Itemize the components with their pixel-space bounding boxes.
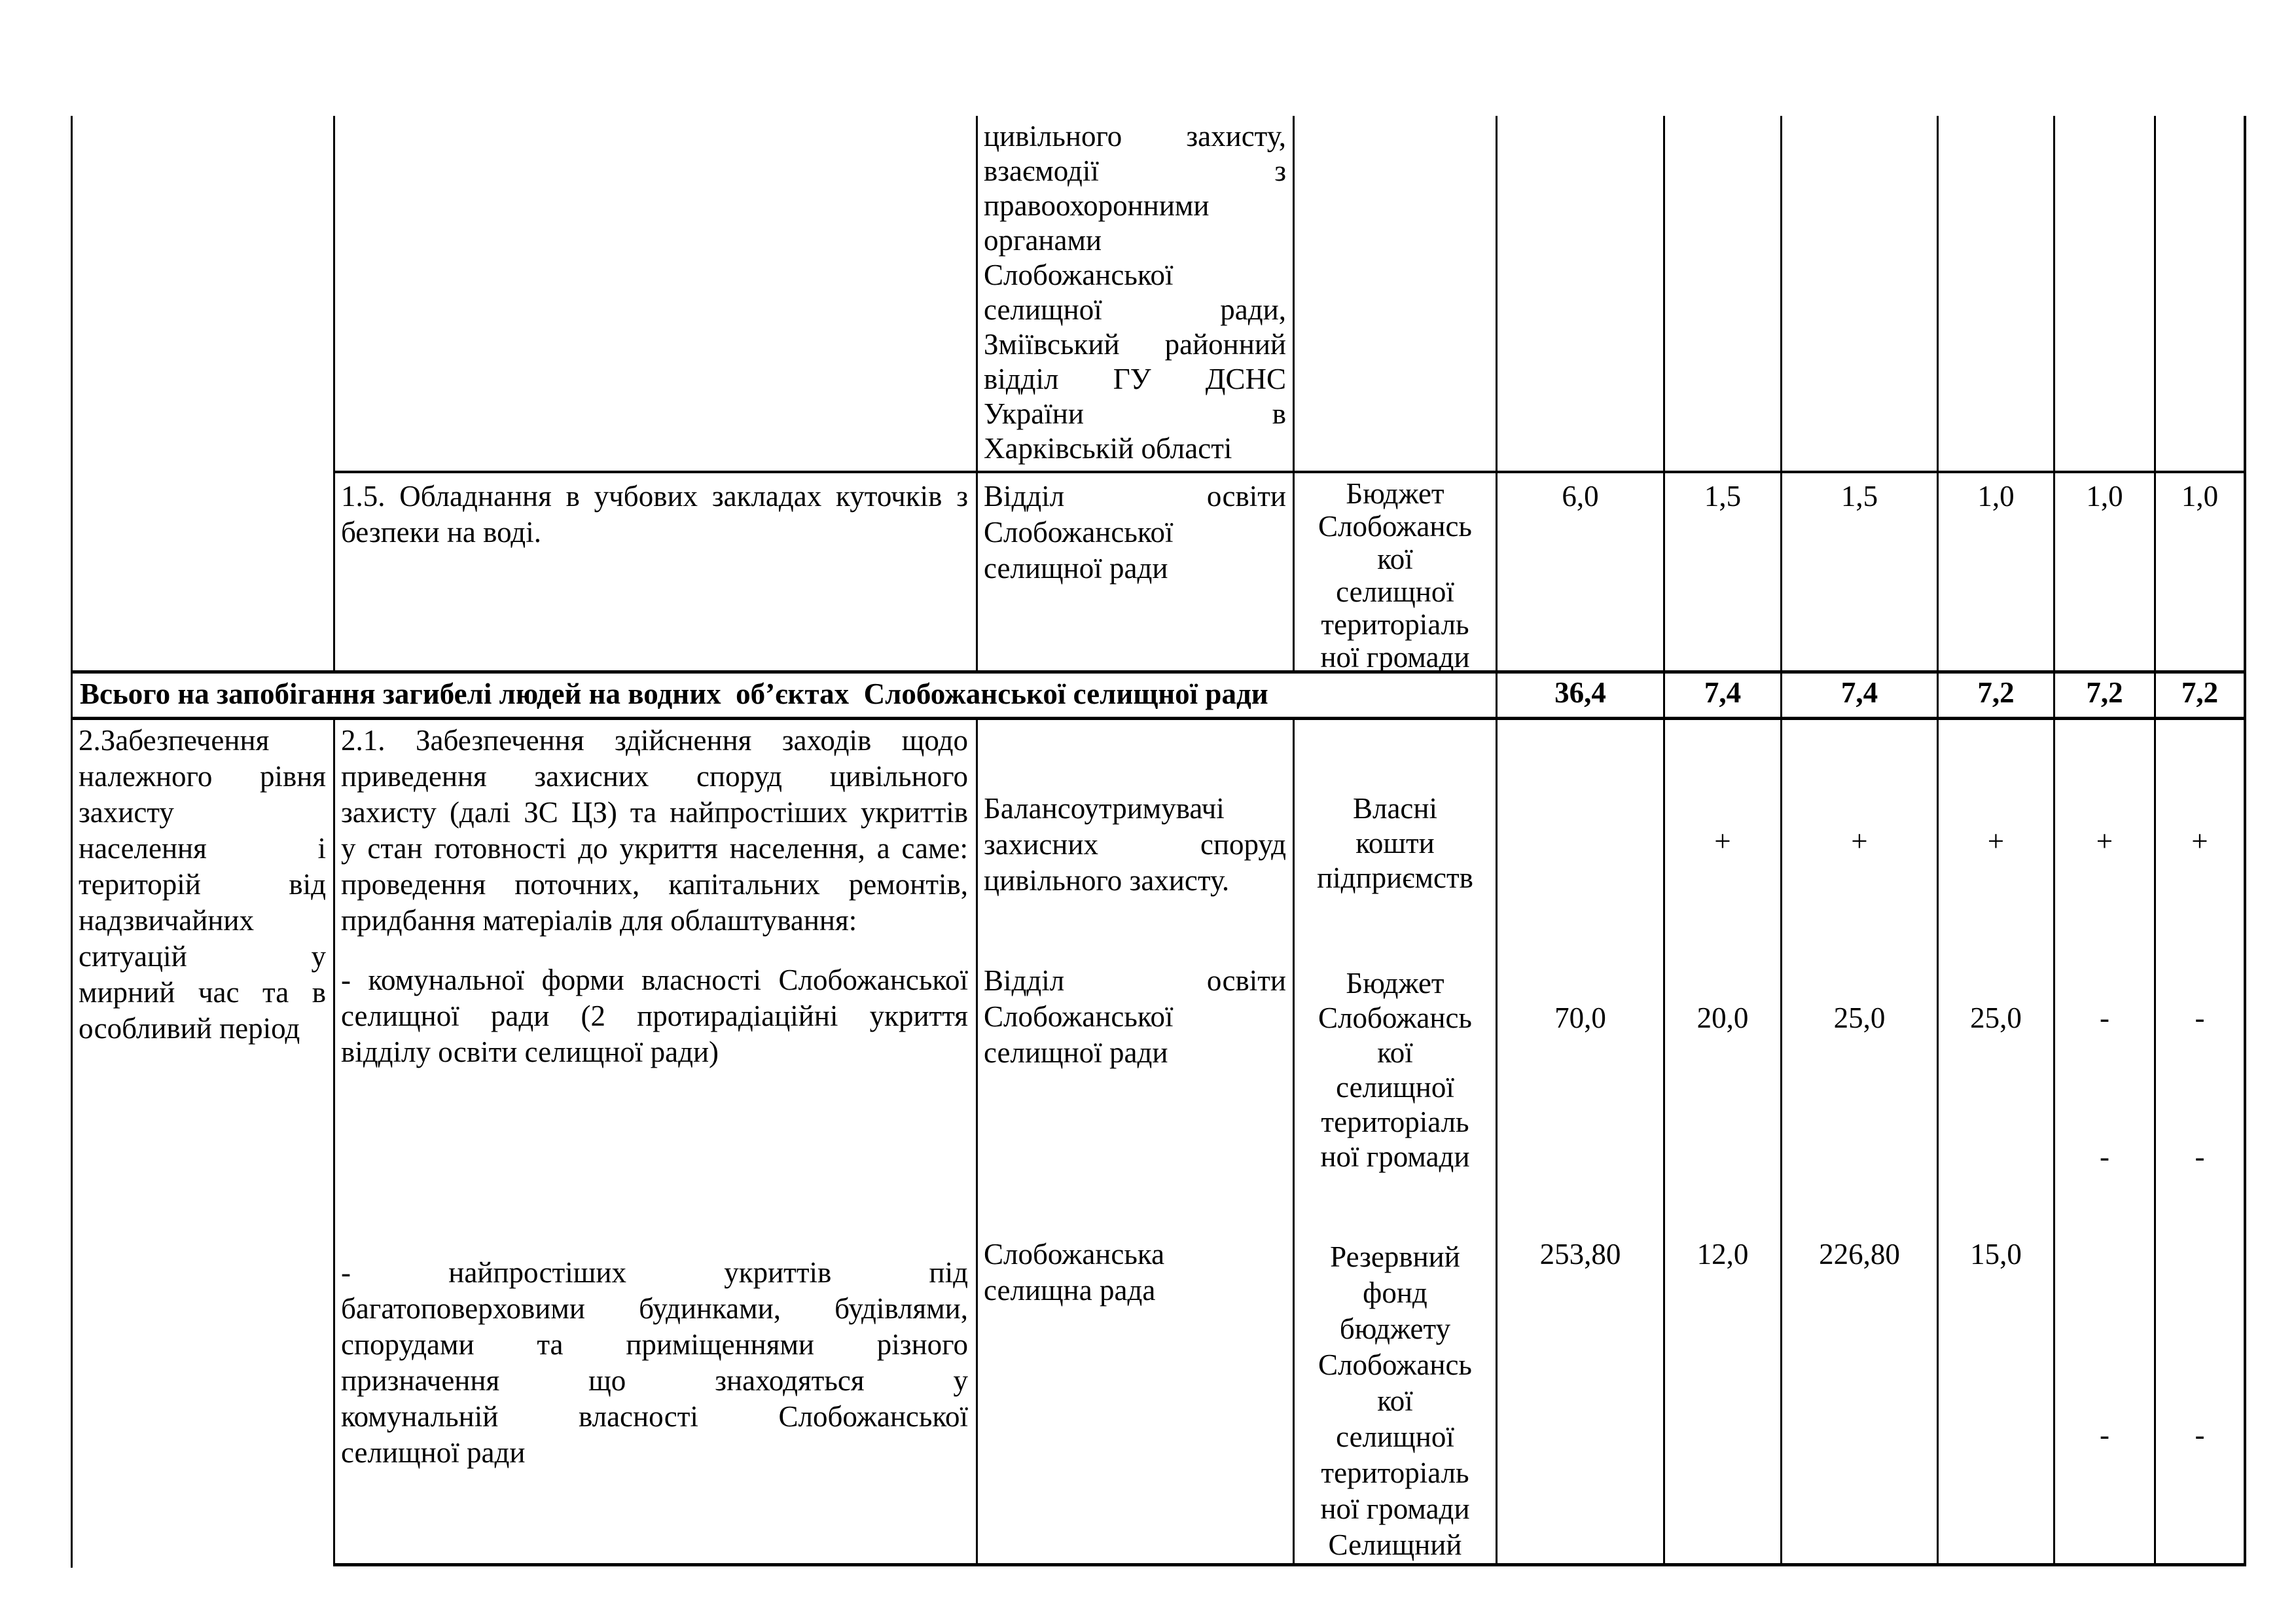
text-line: ситуацій у bbox=[79, 940, 326, 973]
text-line: 2.Забезпечення bbox=[79, 724, 270, 757]
grid-line bbox=[1496, 116, 1498, 1566]
text-line: проведення поточних, капітальних ремонтів, bbox=[341, 868, 968, 901]
text-line: селищна рада bbox=[984, 1274, 1156, 1307]
value-b-year3: 25,0 bbox=[1970, 1001, 2022, 1034]
text-line: цивільного захисту, bbox=[984, 120, 1286, 153]
text-line: Харківській області bbox=[984, 432, 1232, 465]
plus-year2: + bbox=[1851, 825, 1868, 857]
text-line: територіаль bbox=[1321, 608, 1469, 641]
text-line: Слобожансь bbox=[1318, 510, 1472, 543]
text-line: територіаль bbox=[1321, 1456, 1469, 1489]
value-1-5-year5: 1,0 bbox=[2181, 480, 2219, 513]
text-line: ної громади bbox=[1320, 1140, 1470, 1173]
value-c-year4-dash: - bbox=[2100, 1418, 2109, 1451]
cell-funding-reserve-fund bbox=[1301, 1239, 1489, 1563]
grid-line bbox=[71, 717, 2246, 720]
text-line: взаємодії з bbox=[984, 154, 1286, 187]
value-c-total: 253,80 bbox=[1539, 1238, 1621, 1271]
grid-line bbox=[71, 116, 73, 1568]
plus-year4: + bbox=[2096, 825, 2113, 857]
cell-measure-2-1-bullet2 bbox=[341, 1255, 968, 1471]
value-1-5-year2: 1,5 bbox=[1840, 480, 1878, 513]
text-line: Слобожансь bbox=[1318, 1348, 1472, 1381]
text-line: кої bbox=[1377, 543, 1413, 575]
text-line: Зміївський районний bbox=[984, 328, 1286, 361]
cell-funding-own-funds bbox=[1301, 791, 1489, 895]
text-line: Слобожанської bbox=[984, 516, 1174, 549]
value-total-sum: 36,4 bbox=[1554, 676, 1606, 709]
text-line: 1.5. Обладнання в учбових закладах куточків з bbox=[341, 480, 968, 513]
text-line: Бюджет bbox=[1346, 967, 1444, 1000]
value-total-year1: 7,4 bbox=[1704, 676, 1742, 709]
text-line: селищної ради, bbox=[984, 293, 1286, 326]
text-line: Слобожанської bbox=[984, 259, 1174, 291]
text-line: Балансоутримувачі bbox=[984, 792, 1225, 825]
text-line: фонд bbox=[1363, 1276, 1427, 1309]
text-line: селищної ради bbox=[341, 1436, 526, 1469]
text-line: Бюджет bbox=[1346, 477, 1444, 510]
cell-executor-settlement-council bbox=[984, 1236, 1286, 1308]
cell-continuation-executor bbox=[984, 119, 1286, 466]
text-line: кошти bbox=[1355, 827, 1435, 859]
value-c-year2: 226,80 bbox=[1819, 1238, 1900, 1271]
grid-line bbox=[976, 116, 978, 674]
value-1-5-total: 6,0 bbox=[1562, 480, 1599, 513]
text-line: кої bbox=[1377, 1384, 1413, 1417]
text-line: особливий період bbox=[79, 1012, 300, 1045]
grid-line bbox=[71, 670, 2246, 674]
value-total-year3: 7,2 bbox=[1977, 676, 2015, 709]
value-total-year5: 7,2 bbox=[2181, 676, 2219, 709]
grid-line bbox=[333, 717, 335, 1566]
text-line: селищної ради bbox=[984, 1036, 1168, 1069]
grid-line bbox=[1293, 717, 1295, 1566]
text-line: відділ ГУ ДСНС bbox=[984, 363, 1286, 395]
text-line: відділу освіти селищної ради) bbox=[341, 1036, 719, 1068]
text-line: багатоповерховими будинками, будівлями, bbox=[341, 1292, 968, 1325]
cell-funding-community-budget bbox=[1301, 966, 1489, 1174]
grid-line bbox=[2244, 116, 2246, 1566]
grid-line bbox=[333, 116, 335, 674]
text-line: - комунальної форми власності Слобожанської bbox=[341, 964, 968, 996]
text-line: безпеки на воді. bbox=[341, 516, 541, 549]
text-line: цивільного захисту. bbox=[984, 864, 1230, 897]
text-line: Слобожанська bbox=[984, 1238, 1165, 1271]
text-line: у стан готовності до укриття населення, а саме: bbox=[341, 832, 968, 865]
cell-section2-name bbox=[79, 723, 326, 1047]
text-line: селищної bbox=[1336, 575, 1454, 608]
text-line: органами bbox=[984, 224, 1102, 257]
cell-measure-2-1-intro bbox=[341, 723, 968, 939]
text-line: територіаль bbox=[1321, 1106, 1469, 1138]
grid-line bbox=[333, 471, 2246, 473]
text-line: придбання матеріалів для облаштування: bbox=[341, 904, 857, 937]
text-line: захисту (далі ЗС ЦЗ) та найпростіших укриттів bbox=[341, 796, 968, 829]
text-line: призначення що знаходяться у bbox=[341, 1364, 968, 1397]
cell-measure-1-5 bbox=[341, 478, 968, 550]
value-b-year5: - bbox=[2195, 1001, 2205, 1034]
value-b-year4-dash2: - bbox=[2100, 1140, 2109, 1173]
text-line: Слобожансь bbox=[1318, 1001, 1472, 1034]
text-line: комунальній власності Слобожанської bbox=[341, 1400, 968, 1433]
value-c-year3: 15,0 bbox=[1970, 1238, 2022, 1271]
value-c-year1: 12,0 bbox=[1696, 1238, 1749, 1271]
value-b-year1: 20,0 bbox=[1696, 1001, 1749, 1034]
grid-line bbox=[333, 1563, 2246, 1566]
text-line: ної громади bbox=[1320, 641, 1470, 674]
text-line: приведення захисних споруд цивільного bbox=[341, 760, 968, 793]
text-line: селищної bbox=[1336, 1420, 1454, 1453]
text-line: мирний час та в bbox=[79, 976, 326, 1009]
cell-funding-1-5 bbox=[1301, 477, 1489, 674]
text-line: селищної bbox=[1336, 1071, 1454, 1104]
cell-executor-balance-holders bbox=[984, 791, 1286, 899]
value-1-5-year1: 1,5 bbox=[1704, 480, 1742, 513]
text-line: кої bbox=[1377, 1036, 1413, 1069]
text-line: територій від bbox=[79, 868, 326, 901]
value-1-5-year4: 1,0 bbox=[2086, 480, 2123, 513]
text-line: бюджету bbox=[1339, 1312, 1451, 1345]
text-line: Відділ освіти bbox=[984, 964, 1286, 997]
grid-line bbox=[976, 717, 978, 1566]
text-line: належного рівня bbox=[79, 760, 326, 793]
text-line: правоохоронними bbox=[984, 189, 1210, 222]
plus-year5: + bbox=[2191, 825, 2208, 857]
text-line: селищної ради bbox=[984, 552, 1168, 585]
text-line: надзвичайних bbox=[79, 904, 254, 937]
value-c-year5-dash: - bbox=[2195, 1418, 2205, 1451]
value-b-year5-dash2: - bbox=[2195, 1140, 2205, 1173]
grid-line bbox=[1293, 116, 1295, 674]
text-line: Резервний bbox=[1330, 1240, 1460, 1273]
value-b-year2: 25,0 bbox=[1833, 1001, 1886, 1034]
value-total-year4: 7,2 bbox=[2086, 676, 2123, 709]
text-line: Відділ освіти bbox=[984, 480, 1286, 513]
text-line: селищної ради (2 протирадіаційні укриття bbox=[341, 1000, 968, 1032]
plus-year1: + bbox=[1714, 825, 1731, 857]
text-line: ної громади bbox=[1320, 1492, 1470, 1525]
text-line: Слобожанської bbox=[984, 1000, 1174, 1033]
text-line: захисних споруд bbox=[984, 828, 1286, 861]
plus-year3: + bbox=[1987, 825, 2005, 857]
text-line: - найпростіших укриттів під bbox=[341, 1256, 968, 1289]
text-line: підприємств bbox=[1317, 861, 1473, 894]
cell-measure-2-1-bullet1 bbox=[341, 962, 968, 1070]
text-line: спорудами та приміщеннями різного bbox=[341, 1328, 968, 1361]
text-line: Селищний bbox=[1328, 1528, 1462, 1561]
text-line: населення і bbox=[79, 832, 326, 865]
value-b-total: 70,0 bbox=[1554, 1001, 1606, 1034]
value-1-5-year3: 1,0 bbox=[1977, 480, 2015, 513]
text-line: 2.1. Забезпечення здійснення заходів щодо bbox=[341, 724, 968, 757]
text-line: захисту bbox=[79, 796, 174, 829]
row-total-label: Всього на запобігання загибелі людей на водних об’єктах Слобожанської селищної ради bbox=[80, 677, 1268, 710]
value-b-year4: - bbox=[2100, 1001, 2109, 1034]
text-line: Власні bbox=[1352, 792, 1437, 825]
cell-executor-1-5 bbox=[984, 478, 1286, 586]
cell-executor-education-dept bbox=[984, 963, 1286, 1071]
value-total-year2: 7,4 bbox=[1840, 676, 1878, 709]
text-line: України в bbox=[984, 397, 1286, 430]
